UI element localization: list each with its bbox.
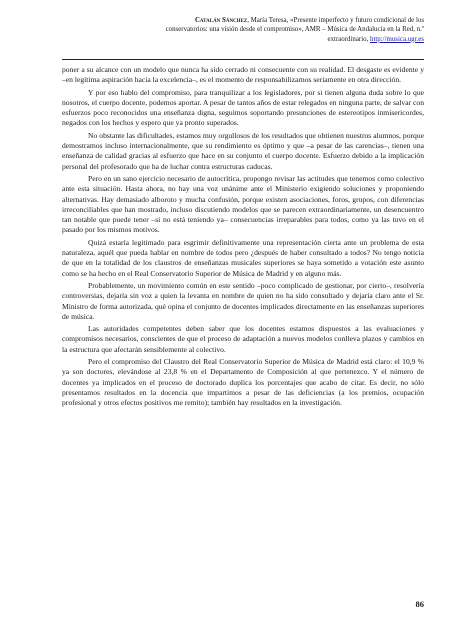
paragraph: Las autoridades competentes deben saber que los docentes estamos dispuestos a las evaluaciones y compromisos necesarios, conscientes de que el proceso de adaptación a nuevos modelos conlleva plazos y cambios en la estructura que afectarán sensiblemente al colectivo. — [62, 324, 424, 354]
article-body — [62, 65, 424, 411]
paragraph: Probablemente, un movimiento común en este sentido –poco complicado de gestionar, por cierto–, resolvería controversias, dejaría sin voz a quien la levanta en nombre de quien no ha sido consultado y dejaría claro ante el Sr. Ministro de forma autorizada, qué opina el conjunto de docentes implicados directamente en las enseñanzas superiores de música. — [62, 280, 424, 321]
paragraph: Pero en un sano ejercicio necesario de autocrítica, propongo revisar las actitudes que tenemos como colectivo ante esta situación. Hasta ahora, no hay una voz unánime ante el Ministerio exigiendo soluciones y proponiendo alternativas. Hay demasiado alboroto y mucha confusión, porque existen asociaciones, foros, grupos, con diferencias irreconciliables que han mostrado, incluso discutiendo modelos que se parecen extraordinariamente, un desencuentro tan notable que puede tener –si no está teniendo ya– consecuencias irreparables para todos, como ya las tuvo en el pasado por los mismos motivos. — [62, 173, 424, 235]
paragraph: Pero el compromiso del Claustro del Real Conservatorio Superior de Música de Madrid está claro: el 10,9 % ya son doctores, elevándose al 23,8 % en el Departamento de Composición al que pertenezco. Y el número de docentes ya implicados en el proceso de doctorado duplica los porcentajes que acabo de citar. Es decir, no sólo presentamos resultados en la docencia que impartimos a pesar de las deficiencias (a los premios, ocupación profesional y otros efectos positivos me remito); también hay resultados en la investigación. — [62, 357, 424, 408]
header-divider — [62, 59, 424, 60]
paragraph: No obstante las dificultades, estamos muy orgullosos de los resultados que obtienen nuestros alumnos, porque demostramos incluso internacionalmente, que su rendimiento es óptimo y que –a pesar de las carencias–, tienen una enseñanza de calidad gracias al esfuerzo que hace en su conjunto el cuerpo docente. Esfuerzo debido a la implicación personal del profesorado que ha de luchar contra estructuras caducas. — [62, 130, 424, 171]
paragraph: Y por eso hablo del compromiso, para tranquilizar a los legisladores, por si tienen alguna duda sobre lo que nosotros, el cuerpo docente, podemos aportar. A pesar de tantos años de estar relegados en ninguna parte, de salvar con esfuerzos poco reconocidos una enseñanza digna, seguimos soportando presunciones de estereotipos inmisericordes, negados con los hechos y espero que ya pronto superados. — [62, 87, 424, 128]
header-line-1 — [94, 16, 424, 25]
page-number: 86 — [415, 599, 424, 609]
header-line-3-prefix: extraordinario, — [327, 35, 371, 43]
running-header — [94, 16, 424, 44]
header-line-1-rest: , María Teresa, «Presente imperfecto y futuro condicional de los — [247, 17, 424, 24]
header-author: Catalán Sánchez — [194, 17, 248, 24]
paragraph: poner a su alcance con un modelo que nunca ha sido cerrado ni consecuente con su realidad. El desgaste es evidente y –en legítima aspiración hacia la excelencia–, es el momento de responsabilizarnos seriamente en otra dirección. — [62, 65, 424, 85]
header-line-3 — [94, 35, 424, 44]
journal-url-link[interactable]: http://musica.ugr.es — [370, 35, 424, 43]
header-line-2: conservatorios: una visión desde el compromiso», AMR – Música de Andalucía en la Red, n.º — [165, 26, 424, 34]
paragraph: Quizá estaría legitimado para esgrimir definitivamente una representación cierta ante un problema de esta naturaleza, aquél que pueda hablar en nombre de todos pero ¿después de haber consultado a todos? No tengo noticia de que en la totalidad de los claustros de enseñanzas musicales superiores se haya sometido a votación este asunto como se ha hecho en el Real Conservatorio Superior de Música de Madrid y en alguno más. — [62, 237, 424, 278]
